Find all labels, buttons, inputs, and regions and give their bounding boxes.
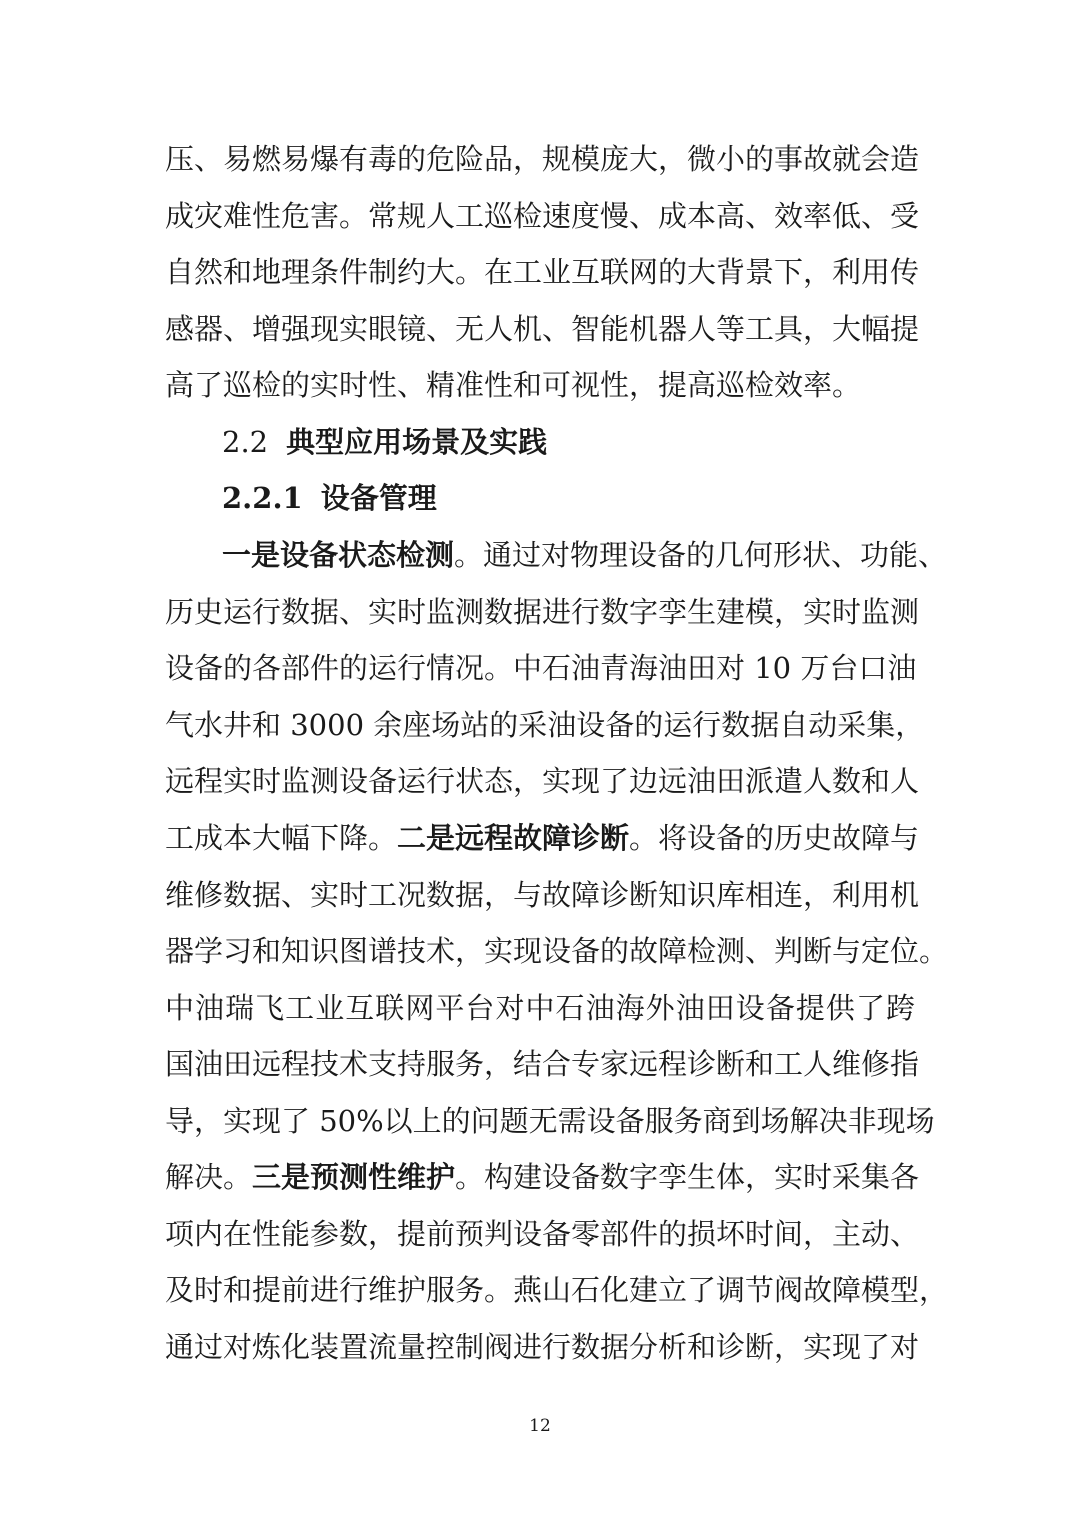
body-text-line: 设备的各部件的运行情况。中石油青海油田对 10 万台口油 — [165, 651, 917, 685]
body-text-line: 维修数据、实时工况数据，与故障诊断知识库相连，利用机 — [165, 878, 920, 912]
body-text-line: 器学习和知识图谱技术，实现设备的故障检测、判断与定位。 — [165, 934, 949, 968]
body-text-line: 高了巡检的实时性、精准性和可视性，提高巡检效率。 — [165, 368, 862, 402]
body-text-line: 自然和地理条件制约大。在工业互联网的大背景下，利用传 — [165, 255, 920, 289]
subsection-heading — [222, 478, 437, 518]
page-number: 12 — [529, 1416, 551, 1436]
section-title: 典型应用场景及实践 — [286, 425, 548, 459]
body-text-line — [165, 818, 920, 858]
body-text-line: 及时和提前进行维护服务。燕山石化建立了调节阀故障模型， — [165, 1273, 949, 1307]
text-span: 。构建设备数字孪生体，实时采集各 — [455, 1160, 920, 1194]
body-text-line: 感器、增强现实眼镜、无人机、智能机器人等工具，大幅提 — [165, 312, 920, 346]
body-text-line: 历史运行数据、实时监测数据进行数字孪生建模，实时监测 — [165, 595, 920, 629]
body-text-line: 压、易燃易爆有毒的危险品，规模庞大，微小的事故就会造 — [165, 142, 920, 176]
body-text-line: 项内在性能参数，提前预判设备零部件的损坏时间，主动、 — [165, 1217, 920, 1251]
body-text-line: 国油田远程技术支持服务，结合专家远程诊断和工人维修指 — [165, 1047, 920, 1081]
body-text-line: 远程实时监测设备运行状态，实现了边远油田派遣人数和人 — [165, 764, 920, 798]
text-span: 。将设备的历史故障与 — [629, 821, 920, 855]
emphasis-text: 三是预测性维护 — [252, 1160, 456, 1194]
body-text-line: 成灾难性危害。常规人工巡检速度慢、成本高、效率低、受 — [165, 199, 920, 233]
body-text-line — [165, 1157, 920, 1197]
text-span: 工成本大幅下降。 — [165, 821, 398, 855]
body-text-line: 气水井和 3000 余座场站的采油设备的运行数据自动采集， — [165, 708, 925, 742]
subsection-number: 2.2.1 — [222, 481, 303, 515]
text-span: 解决。 — [165, 1160, 253, 1194]
emphasis-text: 一是设备状态检测 — [222, 538, 455, 572]
section-heading — [222, 422, 547, 462]
body-text-line: 导，实现了 50%以上的问题无需设备服务商到场解决非现场 — [165, 1104, 935, 1138]
body-text-line: 通过对炼化装置流量控制阀进行数据分析和诊断，实现了对 — [165, 1330, 920, 1364]
section-number: 2.2 — [222, 425, 269, 459]
emphasis-text: 二是远程故障诊断 — [397, 821, 630, 855]
subsection-title: 设备管理 — [320, 481, 437, 515]
body-text-line: 中油瑞飞工业互联网平台对中石油海外油田设备提供了跨 — [165, 991, 915, 1025]
body-text-line — [222, 535, 948, 575]
text-span: 。通过对物理设备的几何形状、功能、 — [454, 538, 948, 572]
